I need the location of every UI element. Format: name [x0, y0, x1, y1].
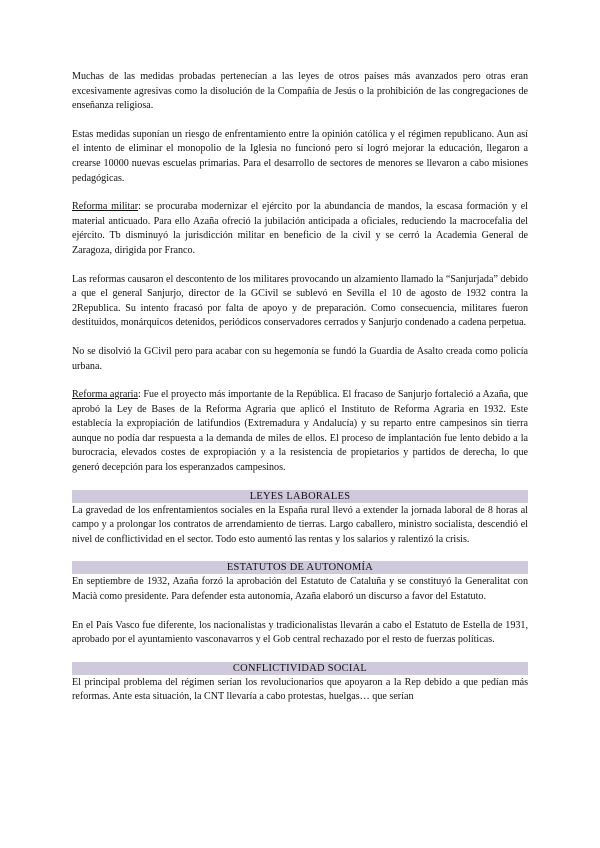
heading-estatutos-autonomia: ESTATUTOS DE AUTONOMÍA: [72, 561, 528, 574]
paragraph-leyes-laborales: La gravedad de los enfrentamientos sociales en la España rural llevó a extender la jornada laboral de 8 horas al campo y a prolongar los contratos de arrendamiento de tierras. Largo caballero, ministro socialista, descendió el nivel de conflictividad en el sector. Todo esto aumentó las rentas y los salarios y ralentizó la crisis.: [72, 504, 528, 545]
paragraph-estatuto-cataluna: En septiembre de 1932, Azaña forzó la aprobación del Estatuto de Cataluña y se constituyó la Generalitat con Macià como presidente. Para defender esta autonomía, Azaña elaboró un discurso a favor del Estatuto.: [72, 576, 528, 603]
reforma-militar-text: : se procuraba modernizar el ejército por la abundancia de mandos, la escasa formación y el material anticuado. Para ello Azaña ofreció la jubilación anticipada a oficiales, reduciendo la macrocefalia del ejército. Tb disminuyó la jurisdicción militar en beneficio de la civil y se cerró la Academia General de Zaragoza, dirigida por Franco.: [72, 201, 528, 256]
reforma-militar-label: Reforma militar: [72, 201, 139, 213]
reforma-agraria-text: : Fue el proyecto más importante de la República. El fracaso de Sanjurjo fortaleció a Azaña, que aprobó la Ley de Bases de la Reforma Agraria que aplicó el Instituto de Reforma Agraria en 1932. Este establecía la expropiación de latifundios (Extremadura y Andalucía) y su reparto entre campesinos sin tierra aunque no podía dar respuesta a la demanda de miles de ellos. El proceso de implantación fue lento debido a la burocracia, elevados costes de expropiación y a la resistencia de propietarios y partidos de derecha, lo que generó decepción para los esperanzados campesinos.: [72, 389, 528, 474]
reforma-agraria-label: Reforma agraria: [72, 389, 138, 401]
paragraph-reforma-militar: [72, 200, 528, 258]
document-body: [72, 70, 528, 719]
paragraph-medidas: Muchas de las medidas probadas pertenecían a las leyes de otros países más avanzados pero otras eran excesivamente agresivas como la disolución de la Compañía de Jesús o la prohibición de las congregaciones de enseñanza religiosa.: [72, 71, 528, 112]
paragraph-conflictividad: El principal problema del régimen serían los revolucionarios que apoyaron a la Rep debido a que pedían más reformas. Ante esta situación, la CNT llevaría a cabo protestas, huelgas… que serían: [72, 676, 528, 703]
heading-leyes-laborales: LEYES LABORALES: [72, 490, 528, 503]
paragraph-pais-vasco: En el País Vasco fue diferente, los nacionalistas y tradicionalistas llevarán a cabo el Estatuto de Estella de 1931, aprobado por el ayuntamiento vasconavarros y el Gob central rechazado por el resto de fuerzas políticas.: [72, 619, 528, 646]
paragraph-guardia-asalto: No se disolvió la GCivil pero para acabar con su hegemonía se fundó la Guardia de Asalto creada como policía urbana.: [72, 345, 528, 372]
paragraph-riesgo: Estas medidas suponían un riesgo de enfrentamiento entre la opinión católica y el régimen republicano. Aun así el intento de eliminar el monopolio de la Iglesia no funcionó pero sí logró mejorar la educación, llegaron a crearse 10000 nuevas escuelas primarias. Para el desarrollo de sectores de menores se llevaron a cabo misiones pedagógicas.: [72, 128, 528, 184]
heading-conflictividad-social: CONFLICTIVIDAD SOCIAL: [72, 662, 528, 675]
paragraph-sanjurjada: Las reformas causaron el descontento de los militares provocando un alzamiento llamado la “Sanjurjada” debido a que el general Sanjurjo, director de la GCivil se sublevó en Sevilla el 10 de agosto de 1932 contra la 2Republica. Su intento fracasó por falta de apoyo y de preparación. Como consecuencia, militares fueron destituidos, monárquicos detenidos, periódicos conservadores cerrados y Sanjurjo condenado a cadena perpetua.: [72, 273, 528, 329]
paragraph-reforma-agraria: [72, 388, 528, 476]
